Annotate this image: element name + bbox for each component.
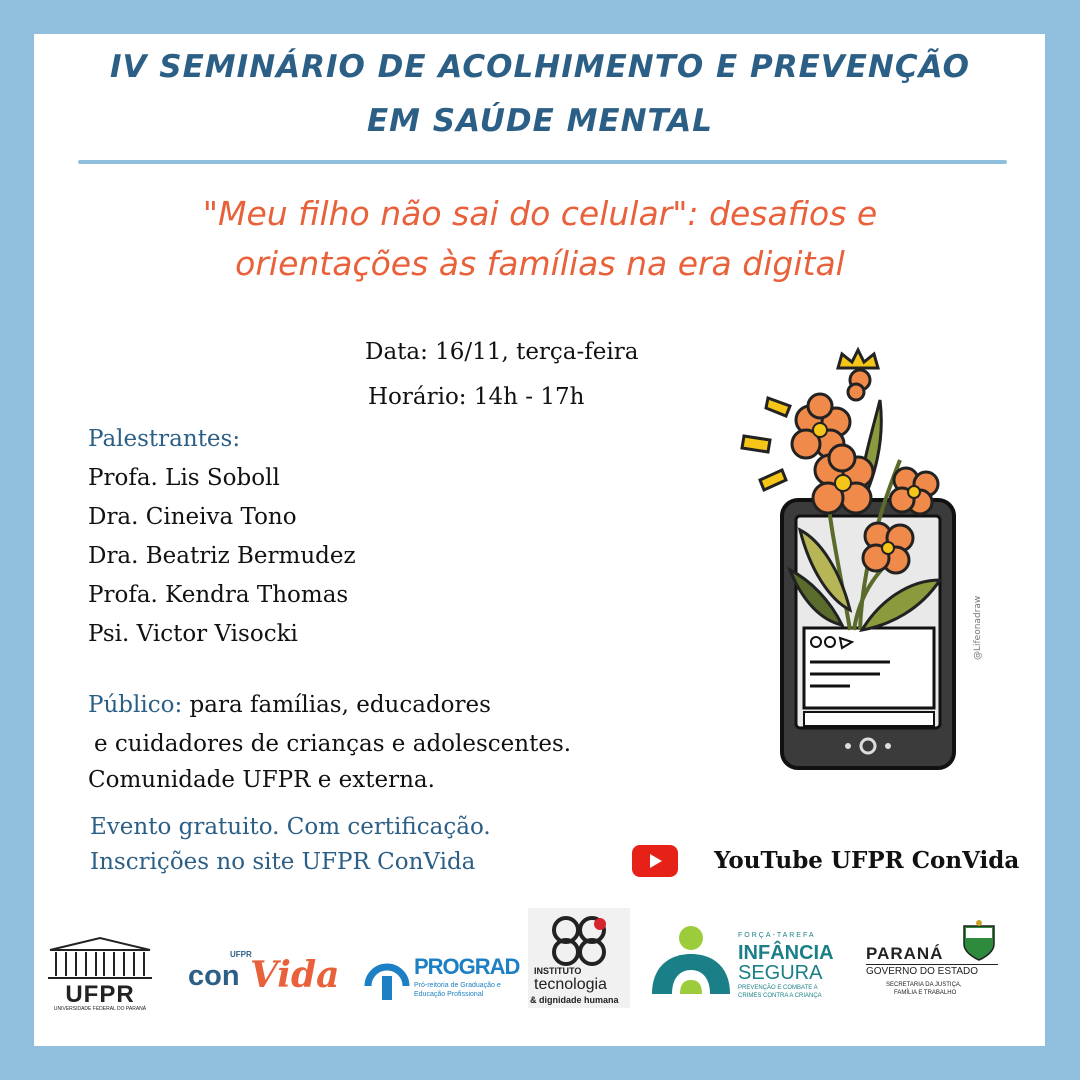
prograd-line1: Pró-reitoria de Graduação e (414, 982, 501, 989)
instituto-line3: & dignidade humana (530, 995, 619, 1005)
title-divider (78, 160, 1007, 164)
instituto-emblem-icon (544, 912, 614, 968)
event-time: Horário: 14h - 17h (368, 384, 585, 410)
youtube-icon[interactable] (632, 845, 678, 877)
audience-label: Público: (88, 692, 183, 718)
registration-note: Inscrições no site UFPR ConVida (90, 849, 476, 875)
speakers-heading: Palestrantes: (88, 426, 241, 452)
speaker-1: Profa. Lis Soboll (88, 465, 280, 491)
event-title-line2: EM SAÚDE MENTAL (366, 103, 714, 139)
convida-logo (188, 950, 338, 1000)
ufpr-logo (44, 936, 156, 1012)
parana-logo (864, 920, 1004, 1004)
speaker-3: Dra. Beatriz Bermudez (88, 543, 356, 569)
youtube-channel-link[interactable]: YouTube UFPR ConVida (714, 847, 1020, 874)
parana-sec1: SECRETARIA DA JUSTIÇA, (886, 982, 962, 988)
talk-title-line2: orientações às famílias na era digital (235, 244, 845, 283)
talk-title-line1: "Meu filho não sai do celular": desafios e (202, 194, 878, 233)
prograd-logo (364, 952, 520, 1006)
ufpr-building-icon (44, 936, 156, 980)
ufpr-wordmark: UFPR (65, 981, 135, 1008)
convida-ufpr: UFPR (230, 950, 252, 959)
convida-con: con (188, 960, 240, 992)
parana-sec2: FAMÍLIA E TRABALHO (894, 990, 957, 996)
parana-gov: GOVERNO DO ESTADO (866, 966, 979, 977)
parana-wordmark: PARANÁ (866, 944, 944, 963)
audience-line1 (88, 692, 491, 718)
illustration-credit: @Lifeonadraw (973, 595, 983, 660)
instituto-line2: tecnologia (534, 976, 607, 993)
infancia-line1: INFÂNCIA (738, 942, 834, 964)
event-date: Data: 16/11, terça-feira (365, 339, 639, 365)
instituto-logo (528, 908, 630, 1008)
audience-line2: e cuidadores de crianças e adolescentes. (94, 731, 572, 757)
parana-coat-of-arms-icon (960, 920, 998, 962)
ufpr-caption: UNIVERSIDADE FEDERAL DO PARANÁ (53, 1006, 147, 1012)
infancia-segura-emblem-icon (650, 922, 732, 1006)
convida-vida: Vida (250, 954, 340, 996)
speaker-2: Dra. Cineiva Tono (88, 504, 297, 530)
prograd-line2: Educação Profissional (414, 991, 484, 998)
phone-flowers-illustration (730, 340, 990, 780)
speaker-5: Psi. Victor Visocki (88, 621, 298, 647)
event-title-line1: IV SEMINÁRIO DE ACOLHIMENTO E PREVENÇÃO (109, 49, 970, 85)
instituto-line1: INSTITUTO (534, 966, 582, 976)
infancia-segura-logo (650, 922, 836, 1008)
audience-text-1: para famílias, educadores (189, 692, 491, 718)
parana-divider (866, 964, 998, 965)
free-event-note: Evento gratuito. Com certificação. (90, 814, 491, 840)
audience-line3: Comunidade UFPR e externa. (88, 767, 435, 793)
infancia-line2: SEGURA (738, 962, 823, 984)
prograd-emblem-icon (364, 956, 410, 1002)
infancia-sub1: PREVENÇÃO E COMBATE A (738, 985, 818, 991)
speaker-4: Profa. Kendra Thomas (88, 582, 349, 608)
prograd-wordmark: PROGRAD (414, 954, 520, 979)
infancia-sub2: CRIMES CONTRA A CRIANÇA (738, 993, 822, 999)
infancia-top: FORÇA-TAREFA (738, 932, 816, 939)
